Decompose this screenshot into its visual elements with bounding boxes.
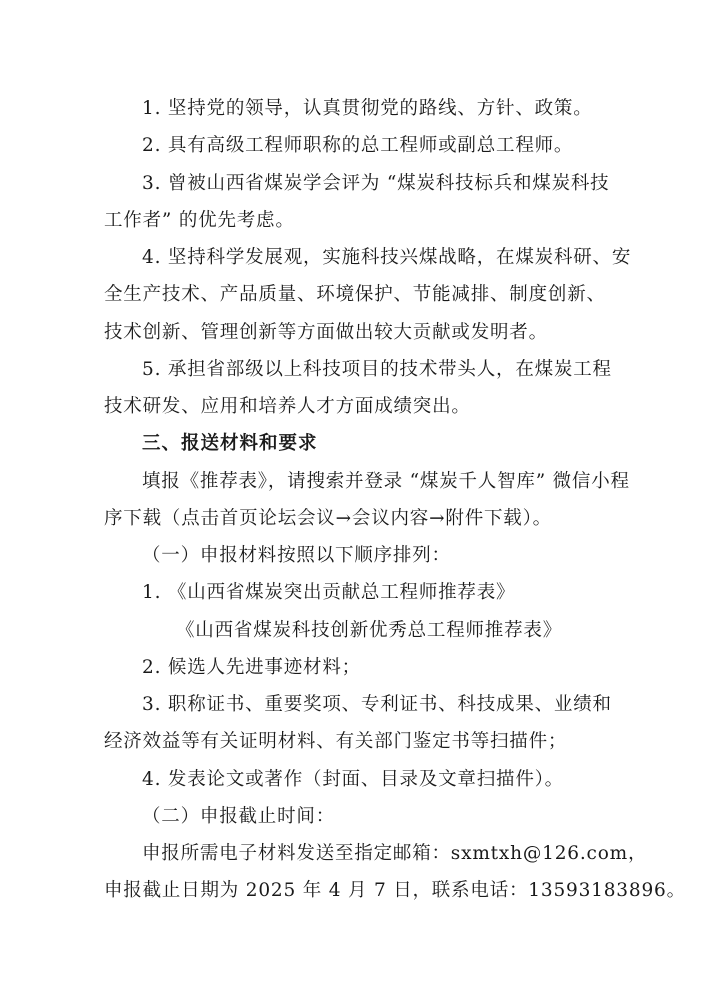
material-3-line-1: 3. 职称证书、重要奖项、专利证书、科技成果、业绩和 — [142, 694, 612, 715]
requirement-2: 2. 具有高级工程师职称的总工程师或副总工程师。 — [142, 135, 574, 156]
requirement-1: 1. 坚持党的领导，认真贯彻党的路线、方针、政策。 — [142, 98, 593, 119]
section-heading: 三、报送材料和要求 — [142, 433, 318, 454]
instruction-line-1: 填报《推荐表》，请搜索并登录 “煤炭千人智库” 微信小程 — [142, 471, 630, 492]
instruction-line-2: 序下载（点击首页论坛会议→会议内容→附件下载）。 — [104, 508, 552, 529]
material-3-line-2: 经济效益等有关证明材料、有关部门鉴定书等扫描件； — [104, 731, 568, 752]
requirement-5-line-2: 技术研发、应用和培养人才方面成绩突出。 — [104, 396, 471, 417]
subsection-2-heading: （二）申报截止时间： — [142, 806, 336, 827]
deadline-line-1: 申报所需电子材料发送至指定邮箱：sxmtxh@126.com， — [142, 843, 648, 864]
requirement-4-line-2: 全生产技术、产品质量、环境保护、节能减排、制度创新、 — [104, 284, 606, 305]
requirement-3-line-2: 工作者” 的优先考虑。 — [104, 210, 295, 231]
requirement-5-line-1: 5. 承担省部级以上科技项目的技术带头人，在煤炭工程 — [142, 359, 612, 380]
requirement-3-line-1: 3. 曾被山西省煤炭学会评为 “煤炭科技标兵和煤炭科技 — [142, 173, 610, 194]
subsection-1-heading: （一）申报材料按照以下顺序排列： — [142, 545, 451, 566]
requirement-4-line-3: 技术创新、管理创新等方面做出较大贡献或发明者。 — [104, 322, 548, 343]
requirement-4-line-1: 4. 坚持科学发展观，实施科技兴煤战略，在煤炭科研、安 — [142, 247, 632, 268]
deadline-line-2: 申报截止日期为 2025 年 4 月 7 日，联系电话：13593183896。 — [104, 880, 686, 901]
material-4: 4. 发表论文或著作（封面、目录及文章扫描件）。 — [142, 769, 564, 790]
material-1-line-1: 1. 《山西省煤炭突出贡献总工程师推荐表》 — [142, 582, 516, 603]
material-1-line-2: 《山西省煤炭科技创新优秀总工程师推荐表》 — [176, 620, 563, 641]
material-2: 2. 候选人先进事迹材料； — [142, 657, 361, 678]
